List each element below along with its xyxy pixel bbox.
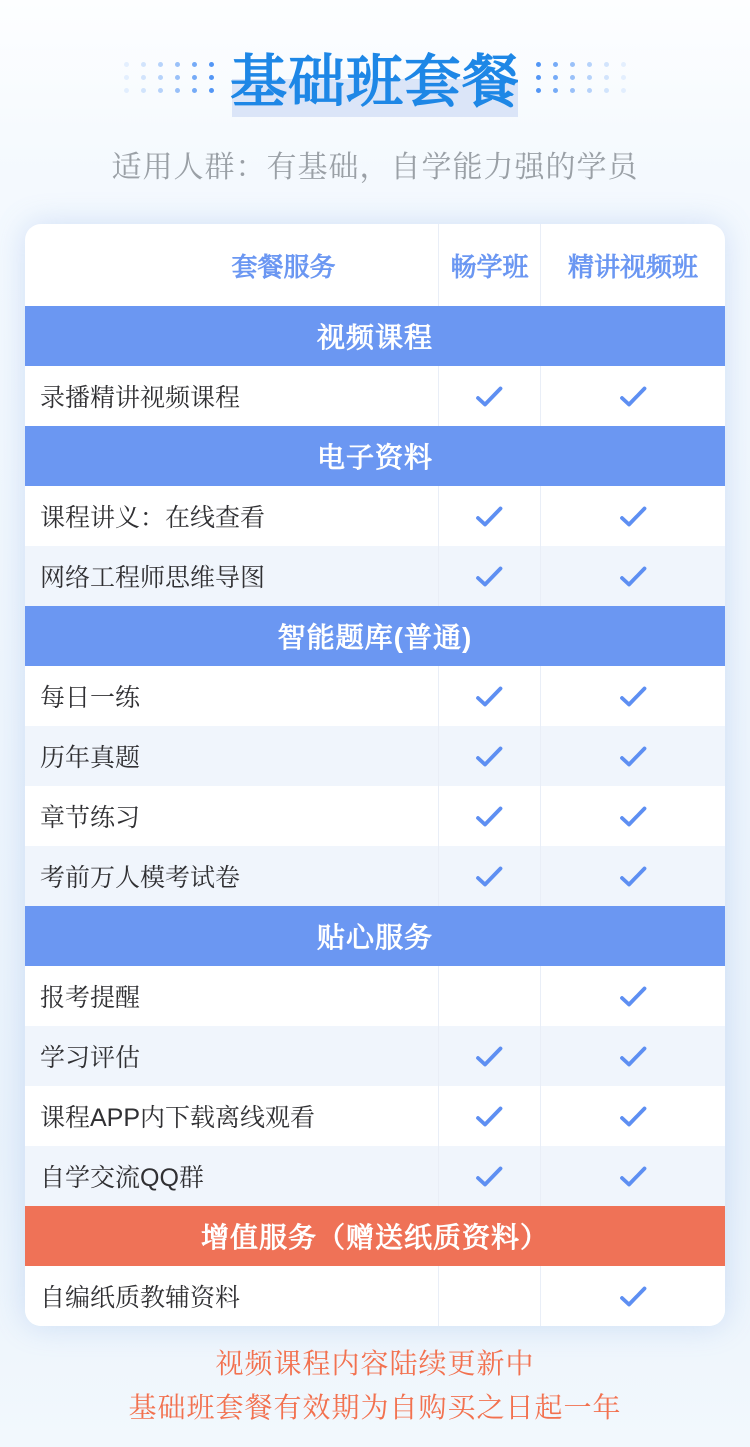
dot	[158, 75, 163, 80]
dot	[209, 88, 214, 93]
check-icon	[474, 1164, 505, 1189]
check-icon	[474, 1104, 505, 1129]
check-cell	[540, 846, 725, 906]
row-label: 自学交流QQ群	[40, 1164, 204, 1192]
package-table-card	[25, 224, 725, 1326]
footer-notes	[0, 1342, 750, 1430]
check-icon	[618, 1104, 649, 1129]
hero-header	[0, 0, 750, 186]
table-row	[25, 1026, 725, 1086]
row-label: 自编纸质教辅资料	[40, 1284, 241, 1312]
check-cell	[540, 666, 725, 726]
check-cell	[438, 966, 540, 1026]
check-icon	[474, 384, 505, 409]
dot	[175, 75, 180, 80]
dot	[192, 75, 197, 80]
check-icon	[618, 1044, 649, 1069]
row-label: 每日一练	[40, 684, 141, 712]
table-row	[25, 666, 725, 726]
check-cell	[540, 546, 725, 606]
check-icon	[618, 864, 649, 889]
dot	[175, 88, 180, 93]
check-cell	[540, 726, 725, 786]
row-label: 录播精讲视频课程	[40, 384, 241, 412]
dot	[124, 75, 129, 80]
footer-note-1: 视频课程内容陆续更新中	[215, 1348, 535, 1379]
check-icon	[618, 384, 649, 409]
check-cell	[540, 1086, 725, 1146]
check-cell	[540, 1146, 725, 1206]
dot	[621, 62, 626, 67]
check-icon	[474, 684, 505, 709]
check-icon	[474, 744, 505, 769]
footer-note-2: 基础班套餐有效期为自购买之日起一年	[128, 1392, 622, 1423]
table-header-row	[25, 224, 725, 306]
check-icon	[474, 864, 505, 889]
table-row	[25, 486, 725, 546]
column-header-jingjiang-video: 精讲视频班	[540, 224, 725, 306]
section-header-bar: 智能题库(普通)	[25, 606, 725, 666]
table-row	[25, 546, 725, 606]
dot	[209, 62, 214, 67]
section-header-bar: 增值服务（赠送纸质资料）	[25, 1206, 725, 1266]
check-icon	[618, 1284, 649, 1309]
column-header-service: 套餐服务	[231, 251, 336, 282]
check-cell	[438, 366, 540, 426]
dots-decoration-left	[124, 62, 214, 93]
dot	[124, 62, 129, 67]
check-cell	[540, 1266, 725, 1326]
check-cell	[438, 726, 540, 786]
check-cell	[438, 846, 540, 906]
table-row	[25, 786, 725, 846]
dot	[587, 88, 592, 93]
dot	[536, 75, 541, 80]
row-label: 学习评估	[40, 1044, 141, 1072]
check-cell	[438, 1146, 540, 1206]
dot	[553, 88, 558, 93]
dot	[604, 75, 609, 80]
section-header-bar: 电子资料	[25, 426, 725, 486]
check-cell	[540, 786, 725, 846]
check-cell	[540, 966, 725, 1026]
column-header-changxueban: 畅学班	[438, 224, 540, 306]
page-title	[227, 36, 523, 118]
check-icon	[618, 504, 649, 529]
check-cell	[540, 486, 725, 546]
table-body	[25, 306, 725, 1326]
dot	[141, 88, 146, 93]
page-subtitle: 适用人群：有基础，自学能力强的学员	[111, 151, 639, 184]
dot	[192, 88, 197, 93]
check-cell	[438, 1026, 540, 1086]
dot	[209, 75, 214, 80]
dot	[604, 62, 609, 67]
row-label: 课程讲义：在线查看	[40, 504, 266, 532]
row-label: 网络工程师思维导图	[40, 564, 266, 592]
dot	[141, 62, 146, 67]
dot	[124, 88, 129, 93]
dot	[621, 88, 626, 93]
dot	[175, 62, 180, 67]
table-row	[25, 846, 725, 906]
table-row	[25, 726, 725, 786]
row-label: 报考提醒	[40, 984, 141, 1012]
dot	[536, 62, 541, 67]
row-label: 考前万人模考试卷	[40, 864, 241, 892]
row-label: 章节练习	[40, 804, 141, 832]
table-row	[25, 1266, 725, 1326]
check-icon	[474, 804, 505, 829]
dot	[158, 62, 163, 67]
dot	[570, 62, 575, 67]
check-icon	[474, 564, 505, 589]
check-cell	[438, 546, 540, 606]
dot	[570, 75, 575, 80]
section-header-bar: 视频课程	[25, 306, 725, 366]
check-icon	[618, 684, 649, 709]
dot	[192, 62, 197, 67]
check-icon	[474, 1044, 505, 1069]
check-cell	[438, 1266, 540, 1326]
check-icon	[618, 804, 649, 829]
row-label: 课程APP内下载离线观看	[40, 1104, 316, 1132]
check-icon	[618, 1164, 649, 1189]
check-cell	[540, 1026, 725, 1086]
dot	[158, 88, 163, 93]
section-header-bar: 贴心服务	[25, 906, 725, 966]
dot	[553, 62, 558, 67]
page-title-text: 基础班套餐	[230, 50, 520, 114]
check-icon	[474, 504, 505, 529]
title-row	[0, 0, 750, 118]
table-row	[25, 366, 725, 426]
dot	[587, 75, 592, 80]
dot	[553, 75, 558, 80]
check-cell	[438, 1086, 540, 1146]
row-label: 历年真题	[40, 744, 141, 772]
dot	[536, 88, 541, 93]
check-icon	[618, 564, 649, 589]
dot	[141, 75, 146, 80]
table-row	[25, 1086, 725, 1146]
check-cell	[438, 786, 540, 846]
dot	[621, 75, 626, 80]
check-cell	[438, 486, 540, 546]
table-row	[25, 1146, 725, 1206]
table-row	[25, 966, 725, 1026]
check-cell	[540, 366, 725, 426]
dot	[570, 88, 575, 93]
check-icon	[618, 744, 649, 769]
check-cell	[438, 666, 540, 726]
dot	[587, 62, 592, 67]
dots-decoration-right	[536, 62, 626, 93]
dot	[604, 88, 609, 93]
check-icon	[618, 984, 649, 1009]
